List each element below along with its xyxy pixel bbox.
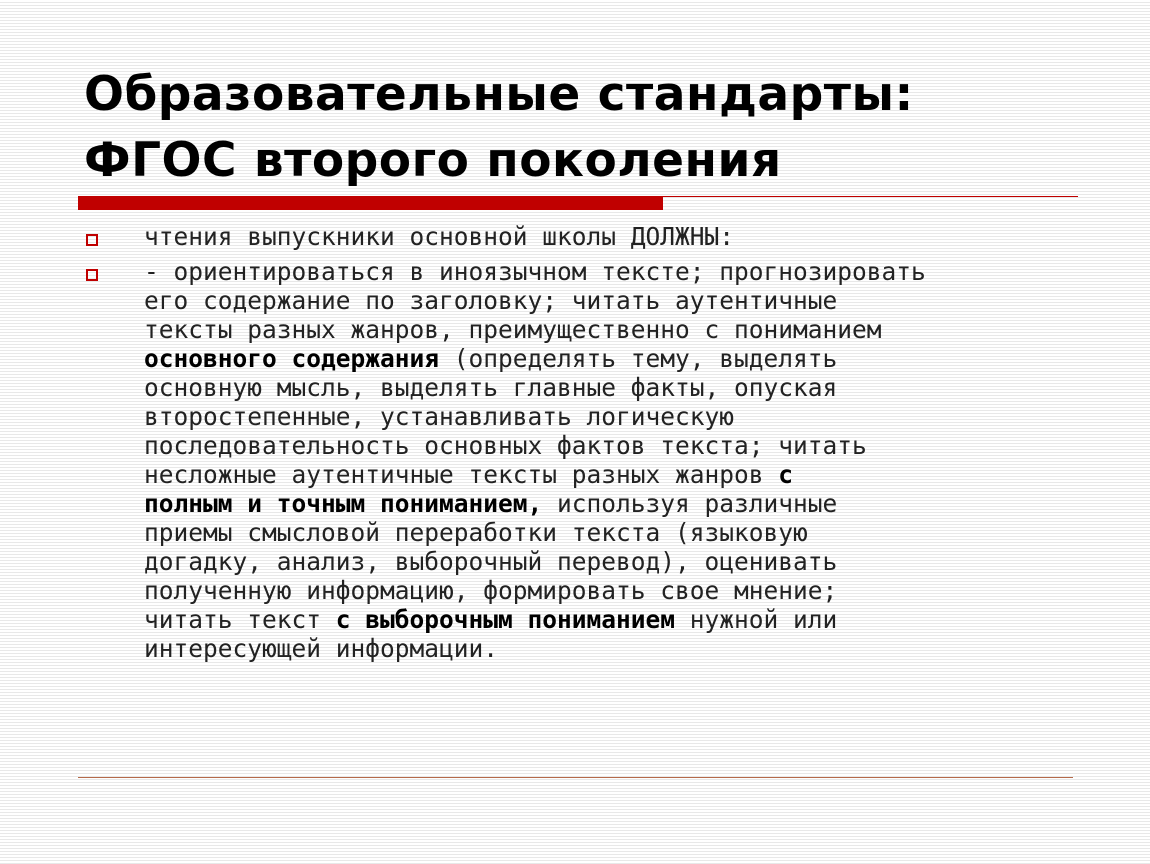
slide-title <box>84 62 1084 194</box>
text-line <box>144 344 1084 373</box>
bullet-text <box>144 222 1084 251</box>
text-run: несложные аутентичные тексты разных жанров <box>144 460 779 489</box>
text-run: основную мысль, выделять главные факты, опуская <box>144 373 838 402</box>
slide-title-line-1: Образовательные стандарты: <box>84 67 914 122</box>
bullet-list <box>84 222 1084 663</box>
text-line <box>144 286 1084 315</box>
text-line <box>144 518 1084 547</box>
text-line <box>144 431 1084 460</box>
text-line <box>144 489 1084 518</box>
emphasized-text: полным и точным пониманием, <box>144 489 543 518</box>
text-run: догадку, анализ, выборочный перевод), оценивать <box>144 547 838 576</box>
text-run: последовательность основных фактов текста; читать <box>144 431 867 460</box>
text-run: полученную информацию, формировать свое мнение; <box>144 576 838 605</box>
text-line <box>144 460 1084 489</box>
emphasized-text: с выборочным пониманием <box>335 605 676 634</box>
text-line <box>144 634 1084 663</box>
text-line <box>144 315 1084 344</box>
text-run: тексты разных жанров, преимущественно с пониманием <box>144 315 882 344</box>
text-run: приемы смысловой переработки текста (языковую <box>144 518 808 547</box>
text-line <box>144 373 1084 402</box>
emphasized-text: основного содержания <box>144 344 440 373</box>
text-line <box>144 605 1084 634</box>
text-run: его содержание по заголовку; читать аутентичные <box>144 286 838 315</box>
hollow-square-icon <box>86 269 98 281</box>
text-run: используя различные <box>542 489 838 518</box>
text-line <box>144 547 1084 576</box>
text-line <box>144 402 1084 431</box>
text-run: второстепенные, устанавливать логическую <box>144 402 735 431</box>
footer-divider <box>78 777 1073 778</box>
text-run: чтения выпускники основной школы ДОЛЖНЫ: <box>144 222 735 251</box>
text-run: - ориентироваться в иноязычном тексте; прогнозировать <box>144 257 926 286</box>
text-run: (определять тему, выделять <box>439 344 838 373</box>
text-line <box>144 222 1084 251</box>
bullet-item <box>84 222 1084 251</box>
text-run: читать текст <box>144 605 336 634</box>
bullet-text <box>144 257 1084 663</box>
bullet-item <box>84 257 1084 663</box>
text-run: интересующей информации. <box>144 634 499 663</box>
text-line <box>144 576 1084 605</box>
emphasized-text: с <box>778 460 794 489</box>
text-line <box>144 257 1084 286</box>
hollow-square-icon <box>86 234 98 246</box>
slide-title-line-2: ФГОС второго поколения <box>84 133 782 188</box>
title-underline-thick <box>78 197 663 210</box>
text-run: нужной или <box>675 605 838 634</box>
